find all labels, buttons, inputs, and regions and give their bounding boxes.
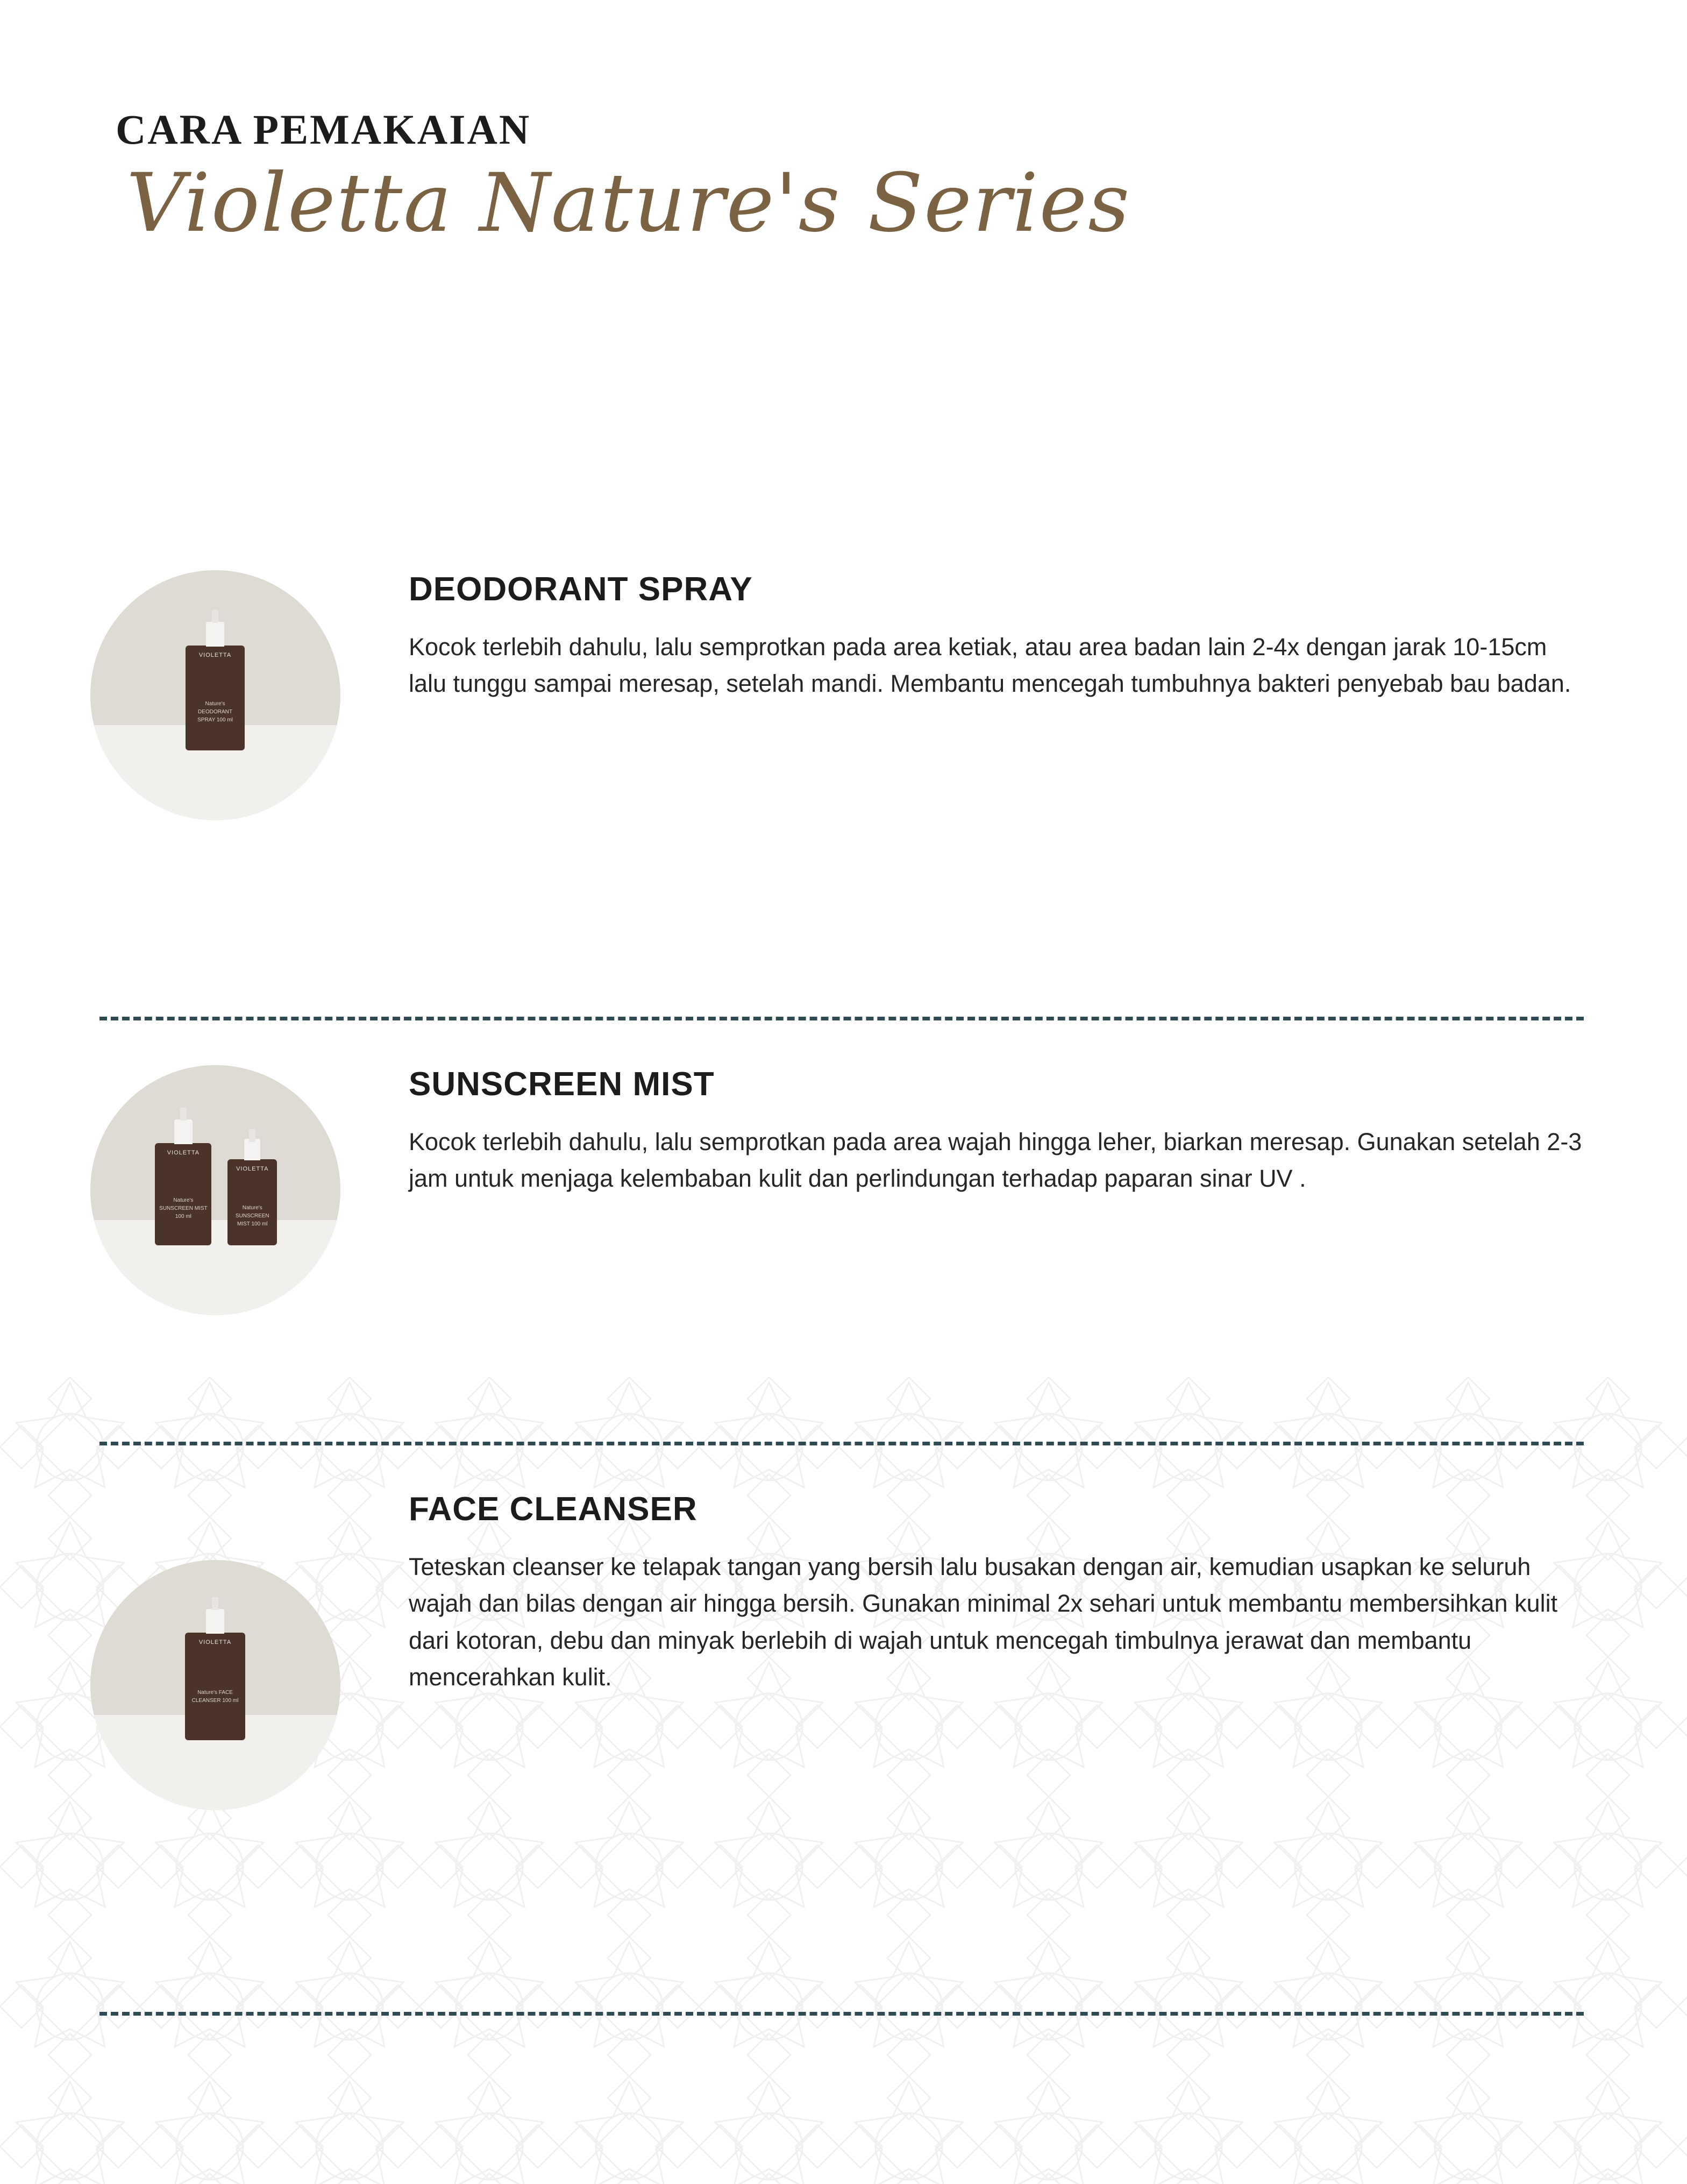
bottle-product-label: Nature's SUNSCREEN MIST 100 ml (159, 1197, 208, 1219)
product-description-sunscreen-mist: Kocok terlebih dahulu, lalu semprotkan pada area wajah hingga leher, biarkan meresap. Gunakan setelah 2-3 jam untuk menjaga kelembaban kulit dan perlindungan terhadap paparan sinar UV . (409, 1128, 1582, 1193)
bottle-brand-label: VIOLETTA (167, 1149, 200, 1156)
bottle-product-label-2: Nature's SUNSCREEN MIST 100 ml (235, 1205, 269, 1227)
product-description-deodorant-spray: Kocok terlebih dahulu, lalu semprotkan pada area ketiak, atau area badan lain 2-4x dengan jarak 10-15cm lalu tunggu sampai meresap, setelah mandi. Membantu mencegah tumbuhnya bakteri penyebab bau badan. (409, 633, 1571, 698)
product-image-face-cleanser (86, 1490, 344, 1810)
page-title: CARA PEMAKAIAN (116, 106, 531, 153)
bottle-brand-label-2: VIOLETTA (236, 1165, 269, 1172)
section-divider-1 (99, 1017, 1584, 1020)
product-section-face-cleanser (86, 1490, 1603, 1810)
product-title-deodorant-spray: DEODORANT SPRAY (409, 571, 753, 608)
section-divider-2 (99, 1442, 1584, 1445)
product-image-deodorant-spray (86, 570, 344, 820)
product-section-deodorant-spray (86, 570, 1603, 820)
product-image-sunscreen-mist (86, 1065, 344, 1315)
product-section-sunscreen-mist (86, 1065, 1603, 1315)
product-title-face-cleanser: FACE CLEANSER (409, 1491, 697, 1528)
series-script-title: Violetta Nature's Series (126, 156, 1131, 250)
bottle-brand-label: VIOLETTA (198, 651, 232, 658)
bottle-brand-label: VIOLETTA (198, 1639, 232, 1646)
bottle-product-label: Nature's DEODORANT SPRAY 100 ml (197, 701, 233, 724)
product-description-face-cleanser: Teteskan cleanser ke telapak tangan yang bersih lalu busakan dengan air, kemudian usapkan ke seluruh wajah dan bilas dengan air hingga bersih. Gunakan minimal 2x sehari untuk membantu membersihkan kulit dari kotoran, debu dan minyak berlebih di wajah untuk mencegah timbulnya jerawat dan membantu mencerahkan kulit. (409, 1553, 1558, 1691)
section-divider-3 (99, 2012, 1584, 2016)
product-title-sunscreen-mist: SUNSCREEN MIST (409, 1066, 715, 1103)
bottle-product-label: Nature's FACE CLEANSER 100 ml (191, 1689, 239, 1704)
page-header (116, 108, 1130, 250)
